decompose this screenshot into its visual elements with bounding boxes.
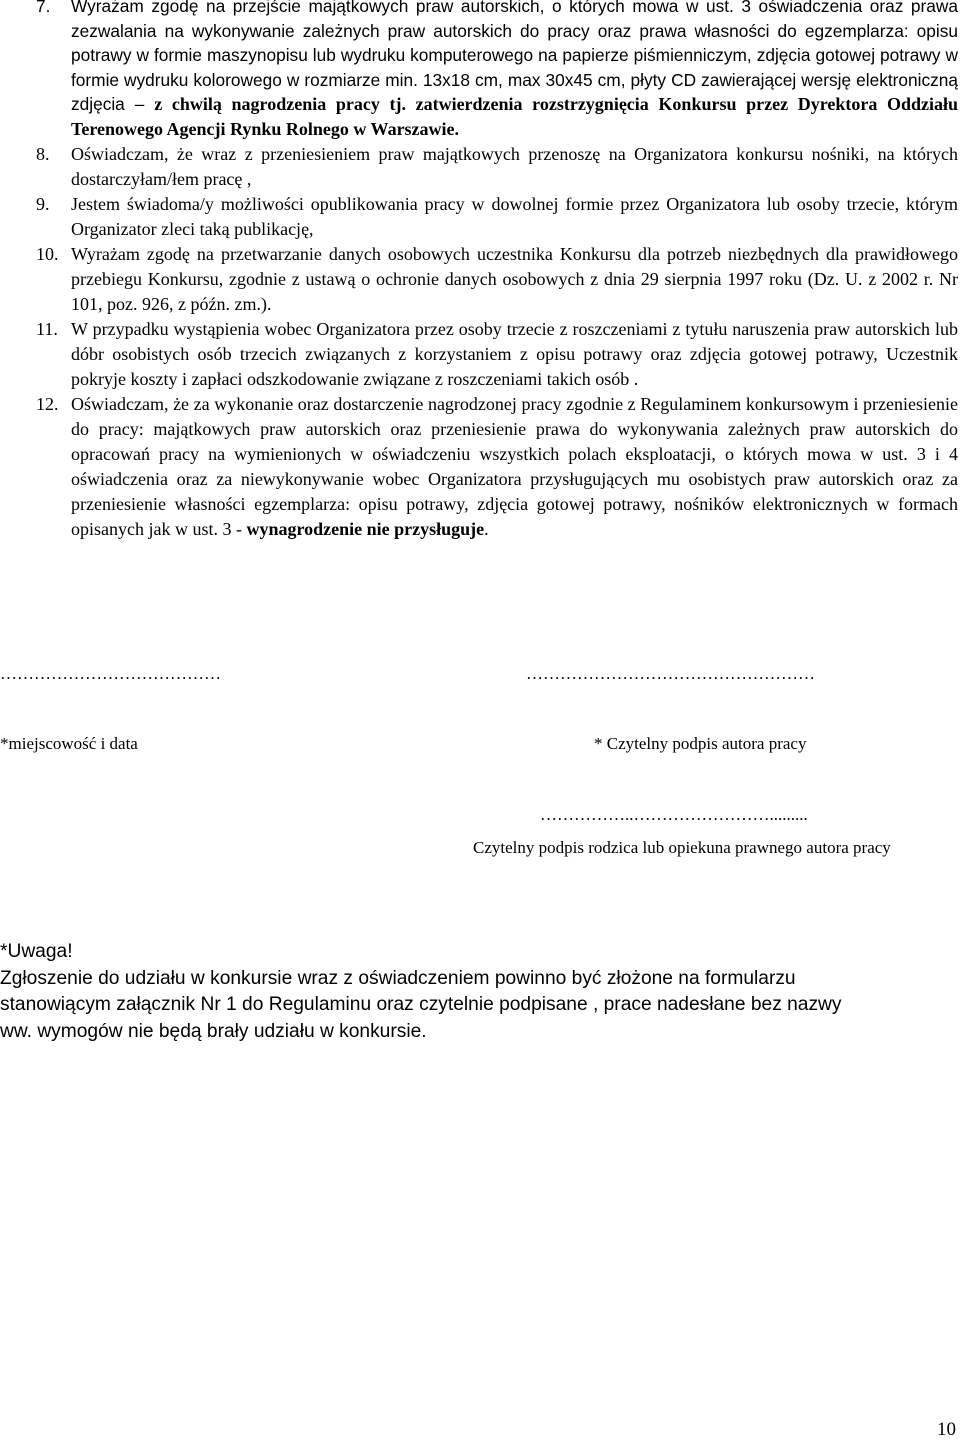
item-text-bold: wynagrodzenie nie przysługuje [246,518,485,539]
place-date-label: *miejscowość i data [0,734,138,753]
statement-item-7 [0,0,958,142]
item-number: 12. [36,393,59,414]
item-text: Wyrażam zgodę na przetwarzanie danych osobowych uczestnika Konkursu dla potrzeb niezbędnych dla prawidłowego przebiegu Konkursu, zgodnie z ustawą o ochronie danych osobowych z dnia 29 sierpnia 1997 roku (Dz. U. z 2002 r. Nr 101, poz. 926, z późn. zm.). [71,243,958,314]
item-text: Wyrażam zgodę na przejście majątkowych praw autorskich, o których mowa w ust. 3 oświadczenia oraz prawa zezwalania na wykonywanie zależnych praw autorskich do pracy oraz prawa własności do egzemplarza: opisu potrawy w formie maszynopisu lub wydruku komputerowego na papierze piśmienniczym, zdjęcia gotowej potrawy w formie wydruku kolorowego w rozmiarze min. 13x18 cm, max 30x45 cm, płyty CD zawierającej wersję elektroniczną zdjęcia – [71,0,958,115]
item-number: 9. [36,193,50,214]
parent-signature-dotted-line: ……………..……………………......... [540,805,808,824]
item-text: Jestem świadoma/y możliwości opublikowania pracy w dowolnej formie przez Organizatora lub osoby trzecie, którym Organizator zleci taką publikację, [71,193,958,239]
parent-signature-label: Czytelny podpis rodzica lub opiekuna prawnego autora pracy [473,838,891,857]
note-heading: *Uwaga! [0,941,73,962]
place-date-dotted-line: ………………………………… [0,664,221,683]
item-number: 10. [36,243,59,264]
statement-item-9 [0,192,958,242]
item-text: Oświadczam, że za wykonanie oraz dostarczenie nagrodzonej pracy zgodnie z Regulaminem konkursowym i przeniesienie do pracy: majątkowych praw autorskich oraz przeniesienie prawa do wykonywania zależnych praw autorskich do opracowań pracy na wymienionych w oświadczeniu wszystkich polach eksploatacji, o których mowa w ust. 3 i 4 oświadczenia oraz za niewykonywanie wobec Organizatora przysługujących mu osobistych praw autorskich oraz za przeniesienie własności egzemplarza: opisu potrawy, zdjęcia gotowej potrawy, nośników elektronicznych w formach opisanych jak w ust. 3 - [71,393,958,539]
statement-item-11 [0,317,958,392]
item-number: 11. [36,318,58,339]
page-number: 10 [937,1419,956,1440]
item-number: 7. [36,0,51,16]
author-signature-dotted-line: …………………………………………… [526,664,815,683]
statement-item-12 [0,392,958,542]
item-text: . [484,518,489,539]
note-line: ww. wymogów nie będą brały udziału w konkursie. [0,1020,427,1042]
note-section [0,939,958,1045]
note-line: stanowiącym załącznik Nr 1 do Regulaminu oraz czytelnie podpisane , prace nadesłane bez nazwy [0,994,842,1015]
author-signature-label: * Czytelny podpis autora pracy [594,734,807,753]
item-text: Oświadczam, że wraz z przeniesieniem praw majątkowych przenoszę na Organizatora konkursu nośniki, na których dostarczyłam/łem pracę , [71,143,958,189]
note-line: Zgłoszenie do udziału w konkursie wraz z oświadczeniem powinno być złożone na formularzu [0,967,796,989]
item-number: 8. [36,143,50,164]
item-text: W przypadku wystąpienia wobec Organizatora przez osoby trzecie z roszczeniami z tytułu naruszenia praw autorskich lub dóbr osobistych osób trzecich związanych z korzystaniem z opisu potrawy oraz zdjęcia gotowej potrawy, Uczestnik pokryje koszty i zapłaci odszkodowanie związane z roszczeniami takich osób . [71,318,958,389]
statement-item-10 [0,242,958,317]
statement-list [0,0,958,542]
statement-item-8 [0,142,958,192]
item-text-bold: z chwilą nagrodzenia pracy tj. zatwierdzenia rozstrzygnięcia Konkursu przez Dyrektora Oddziału Terenowego Agencji Rynku Rolnego w Warszawie. [71,94,959,139]
